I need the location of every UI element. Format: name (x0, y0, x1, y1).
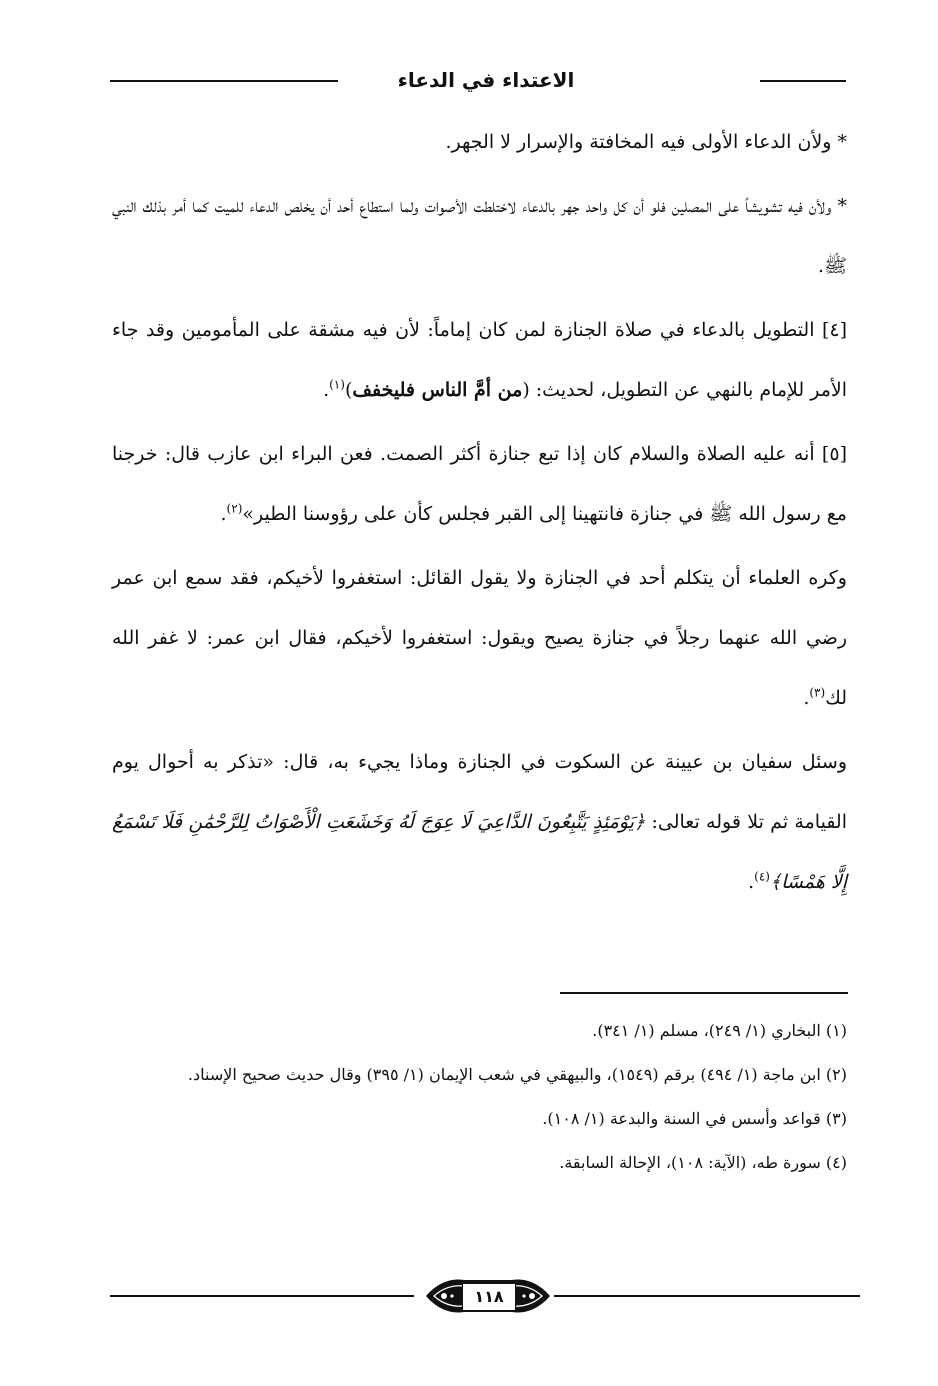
hadith-close: ) (344, 379, 353, 401)
footnote-3: (٣) قواعد وأسس في السنة والبدعة (١/ ١٠٨). (542, 1109, 847, 1128)
paragraph-1: * ولأن الدعاء الأولى فيه المخافتة والإسرار لا الجهر. (445, 131, 847, 153)
main-text (112, 112, 847, 912)
header-rule-left (110, 80, 338, 82)
footnote-ref-3: (٣) (809, 685, 826, 700)
paragraph-5-text: وكره العلماء أن يتكلم أحد في الجنازة ولا يقول القائل: استغفروا لأخيكم، فقد سمع ابن عمر رضي الله عنهما رجلاً في جنازة يصيح ويقول: استغفروا لأخيكم، فقال ابن عمر: لا غفر الله لك (112, 567, 847, 709)
footnote-separator (560, 992, 848, 994)
footnote-1: (١) البخاري (١/ ٢٤٩)، مسلم (١/ ٣٤١). (592, 1021, 847, 1040)
footer-rule-right (554, 1295, 860, 1297)
footnote-ref-1: (١) (329, 377, 345, 392)
paragraph-6-text: وسئل سفيان بن عيينة عن السكوت في الجنازة وماذا يجيء به، قال: «تذكر به أحوال يوم القيامة ثم تلا قوله تعالى: (112, 751, 847, 833)
paragraph-4: [٥] أنه عليه الصلاة والسلام كان إذا تبع جنازة أكثر الصمت. فعن البراء ابن عازب قال: خرجنا مع رسول الله ﷺ في جنازة فانتهينا إلى القبر فجلس كأن على رؤوسنا الطير»$^{(٢)}$. (112, 443, 847, 525)
paragraph-4-text: [٥] أنه عليه الصلاة والسلام كان إذا تبع جنازة أكثر الصمت. فعن البراء ابن عازب قال: خرجنا مع رسول الله ﷺ في جنازة فانتهينا إلى القبر فجلس كأن على رؤوسنا الطير» (112, 443, 847, 525)
page-number: ١١٨ (462, 1283, 516, 1311)
paragraph-6: وسئل سفيان بن عيينة عن السكوت في الجنازة وماذا يجيء به، قال: «تذكر به أحوال يوم القيامة ثم تلا قوله تعالى: ﴿يَوْمَئِذٍ يَتَّبِعُونَ الدَّاعِيَ لَا عِوَجَ لَهُ وَخَشَعَتِ الْأَصْوَاتُ لِلرَّحْمَٰنِ فَلَا تَسْمَعُ إِلَّا هَمْسًا﴾$^{(٤)}$. (112, 751, 847, 893)
page-footer (110, 1272, 860, 1320)
footer-rule-left (110, 1295, 414, 1297)
footnote-2: (٢) ابن ماجة (١/ ٤٩٤) برقم (١٥٤٩)، والبيهقي في شعب الإيمان (١/ ٣٩٥) وقال حديث صحيح الإسناد. (187, 1065, 847, 1084)
hadith-quote: من أمَّ الناس فليخفف (352, 379, 523, 401)
running-header (110, 62, 846, 98)
footnote-4: (٤) سورة طه، (الآية: ١٠٨)، الإحالة السابقة. (559, 1153, 847, 1172)
header-rule-right (760, 80, 846, 82)
paragraph-3: [٤] التطويل بالدعاء في صلاة الجنازة لمن كان إماماً: لأن فيه مشقة على المأمومين وقد جاء الأمر للإمام بالنهي عن التطويل، لحديث: (من أمَّ الناس فليخفف)$^{(١)}$. (112, 319, 847, 401)
quran-verse: ﴿يَوْمَئِذٍ يَتَّبِعُونَ الدَّاعِيَ لَا عِوَجَ لَهُ وَخَشَعَتِ الْأَصْوَاتُ لِلرَّحْمَٰنِ فَلَا تَسْمَعُ إِلَّا هَمْسًا﴾ (112, 811, 847, 893)
running-title: الاعتداء في الدعاء (397, 68, 575, 92)
footnotes (112, 1014, 847, 1190)
paragraph-3-text: [٤] التطويل بالدعاء في صلاة الجنازة لمن كان إماماً: لأن فيه مشقة على المأمومين وقد جاء الأمر للإمام بالنهي عن التطويل، لحديث: ( (112, 319, 847, 401)
paragraph-5: وكره العلماء أن يتكلم أحد في الجنازة ولا يقول القائل: استغفروا لأخيكم، فقد سمع ابن عمر رضي الله عنهما رجلاً في جنازة يصيح ويقول: استغفروا لأخيكم، فقال ابن عمر: لا غفر الله لك$^{(٣)}$. (112, 567, 847, 709)
paragraph-2: * ولأن فيه تشويشاً على المصلين فلو أن كل واحد جهر بالدعاء لاختلطت الأصوات ولما استطاع أحد أن يخلص الدعاء للميت كما أمر بذلك النبي ﷺ. (112, 195, 847, 277)
footnote-ref-4: (٤) (754, 869, 770, 884)
footnote-ref-2: (٢) (226, 501, 243, 516)
